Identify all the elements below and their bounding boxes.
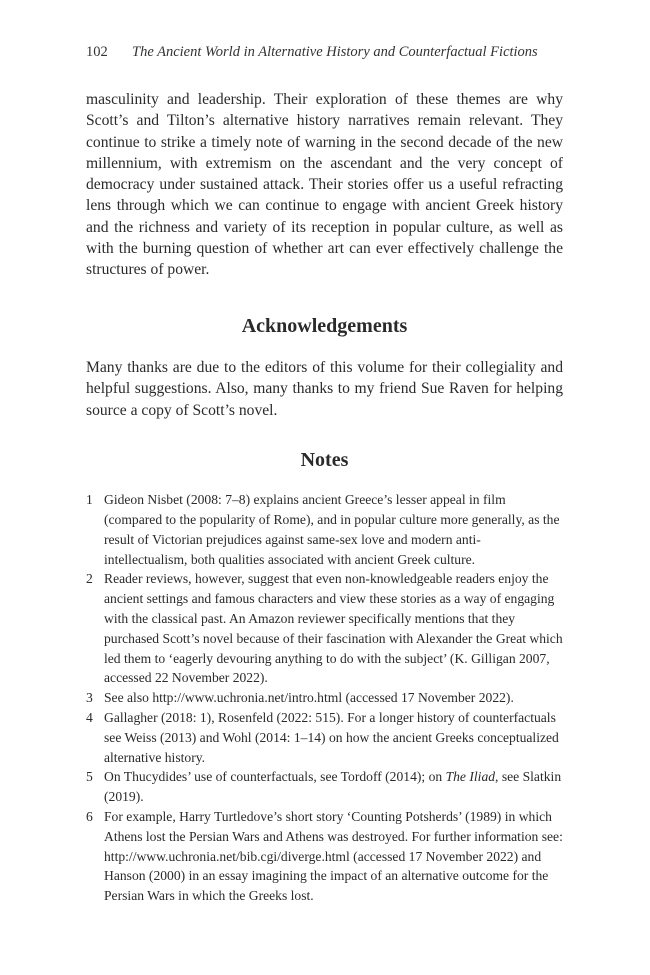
- note-item: [86, 490, 563, 569]
- note-item: [86, 569, 563, 688]
- note-text: For example, Harry Turtledove’s short story ‘Counting Potsherds’ (1989) in which Athens lost the Persian Wars and Athens was destroyed. For further information see: http://www.uchronia.net/bib.cgi/diverge.html (accessed 17 November 2022) and Hanson (2000) in an essay imagining the impact of an alternative outcome for the Persian Wars in which the Greeks lost.: [104, 808, 563, 904]
- note-text: [104, 767, 563, 807]
- notes-heading: Notes: [300, 448, 349, 471]
- note-text: Gallagher (2018: 1), Rosenfeld (2022: 515). For a longer history of counterfactuals see Weiss (2013) and Wohl (2014: 1–14) on how the ancient Greeks conceptualized alternative history.: [104, 709, 559, 765]
- note-number: 3: [86, 690, 93, 706]
- note-number: 6: [86, 808, 93, 824]
- note-number: 1: [86, 492, 93, 508]
- note-item: [86, 807, 563, 906]
- acknowledgements-paragraph: Many thanks are due to the editors of this volume for their collegiality and helpful suggestions. Also, many thanks to my friend Sue Raven for helping source a copy of Scott’s novel.: [86, 358, 563, 419]
- note-italic-title: The Iliad: [445, 769, 496, 785]
- running-header: [86, 44, 564, 61]
- note-number: 4: [86, 709, 93, 725]
- acknowledgements-heading: Acknowledgements: [241, 314, 408, 337]
- note-item: [86, 688, 563, 708]
- note-item: [86, 708, 563, 767]
- note-item: [86, 767, 563, 807]
- note-text-before: On Thucydides’ use of counterfactuals, see Tordoff (2014); on: [104, 769, 446, 785]
- note-text-after: , see Slatkin (2019).: [104, 769, 562, 805]
- note-text: Reader reviews, however, suggest that even non-knowledgeable readers enjoy the ancient settings and famous characters and view these stories as a way of engaging with the classical past. An Amazon reviewer specifically mentions that they purchased Scott’s novel because of their fascination with Alexander the Great which led them to ‘eagerly devouring anything to do with the subject’ (K. Gilligan 2007, accessed 22 November 2022).: [104, 571, 563, 686]
- notes-list: [86, 490, 563, 906]
- note-text: See also http://www.uchronia.net/intro.html (accessed 17 November 2022).: [104, 690, 514, 706]
- note-number: 5: [86, 769, 93, 785]
- note-number: 2: [86, 571, 93, 587]
- note-text: Gideon Nisbet (2008: 7–8) explains ancient Greece’s lesser appeal in film (compared to the popularity of Rome), and in popular culture more generally, as the result of Victorian prejudices against same-sex love and modern anti-intellectualism, both qualities associated with ancient Greek culture.: [104, 492, 560, 567]
- body-paragraph: masculinity and leadership. Their exploration of these themes are why Scott’s and Tilton’s alternative history narratives remain relevant. They continue to strike a timely note of warning in the second decade of the new millennium, with extremism on the ascendant and the very concept of democracy under sustained attack. Their stories offer us a useful refracting lens through which we can continue to engage with ancient Greek history and the richness and variety of its reception in popular culture, as well as with the burning question of whether art can ever effectively challenge the structures of power.: [86, 91, 563, 279]
- running-title: The Ancient World in Alternative History and Counterfactual Fictions: [132, 44, 538, 60]
- page-number: 102: [86, 44, 108, 60]
- page-body: [86, 89, 563, 906]
